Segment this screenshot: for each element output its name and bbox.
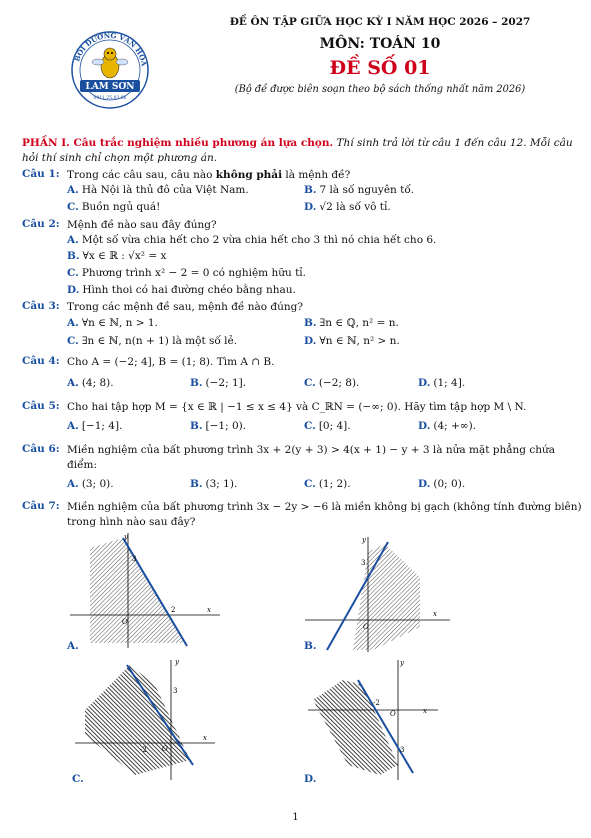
option-text: ∀n ∈ ℕ, n > 1.: [81, 317, 158, 329]
q6-option-b[interactable]: [190, 478, 237, 490]
q1-option-a[interactable]: [67, 184, 249, 196]
option-text: (1; 4].: [433, 377, 466, 389]
option-text: (4; 8).: [81, 377, 114, 389]
part1-note: Thí sinh trả lời từ câu 1 đến câu 12. Mỗi câu hỏi thí sinh chỉ chọn một phương án.: [22, 137, 573, 164]
option-letter: A.: [67, 317, 79, 329]
subject-title: MÔN: TOÁN 10: [319, 36, 441, 52]
svg-text:2: 2: [171, 606, 176, 614]
option-letter: A.: [67, 377, 79, 389]
part1-title: PHẦN I. Câu trắc nghiệm nhiều phương án lựa chọn.: [22, 137, 334, 149]
option-text: (3; 1).: [205, 478, 238, 490]
q6-option-a[interactable]: [67, 478, 114, 490]
q3-option-a[interactable]: [67, 317, 158, 329]
option-letter: D.: [418, 420, 431, 432]
option-letter: A.: [67, 184, 79, 196]
option-text: [0; 4].: [318, 420, 351, 432]
svg-text:3: 3: [132, 555, 137, 563]
option-letter: B.: [304, 317, 317, 329]
svg-text:x: x: [423, 707, 427, 715]
option-text: Hà Nội là thủ đô của Việt Nam.: [81, 184, 249, 196]
svg-text:x: x: [433, 610, 437, 618]
exam-title: ĐỀ ÔN TẬP GIỮA HỌC KỲ I NĂM HỌC 2026 – 2027: [229, 16, 531, 28]
q5-option-a[interactable]: [67, 420, 122, 432]
q6-option-d[interactable]: [418, 478, 465, 490]
svg-text:O: O: [162, 745, 168, 753]
graph-d-label[interactable]: D.: [304, 773, 317, 785]
q3-option-d[interactable]: [304, 335, 400, 347]
q2-option-b[interactable]: [67, 250, 166, 262]
exam-number: ĐỀ SỐ 01: [329, 57, 431, 79]
option-letter: D.: [418, 478, 431, 490]
q5-option-b[interactable]: [190, 420, 246, 432]
q4-option-d[interactable]: [418, 377, 465, 389]
option-text: (4; +∞).: [433, 420, 477, 432]
option-text: Phương trình x² − 2 = 0 có nghiệm hữu tỉ.: [81, 267, 306, 279]
q3-option-c[interactable]: [67, 335, 237, 347]
svg-text:y: y: [175, 658, 179, 666]
option-text: Một số vừa chia hết cho 2 vừa chia hết cho 3 thì nó chia hết cho 6.: [81, 234, 437, 246]
option-text: Buồn ngủ quá!: [81, 201, 161, 213]
option-letter: D.: [304, 335, 317, 347]
exam-subtitle: (Bộ đề được biên soạn theo bộ sách thống nhất năm 2026): [234, 84, 526, 95]
option-letter: C.: [67, 267, 79, 279]
graph-b-label[interactable]: B.: [304, 640, 317, 652]
graph-b: [305, 532, 465, 657]
option-letter: B.: [190, 420, 203, 432]
svg-text:3: 3: [400, 746, 405, 754]
option-letter: C.: [67, 201, 79, 213]
option-text: (−2; 1].: [205, 377, 247, 389]
option-letter: C.: [304, 420, 316, 432]
graph-a: [70, 528, 230, 653]
option-text: (3; 0).: [81, 478, 114, 490]
option-letter: A.: [67, 234, 79, 246]
q4-option-b[interactable]: [190, 377, 246, 389]
svg-text:O: O: [390, 710, 396, 718]
q2-option-a[interactable]: [67, 234, 436, 246]
option-text: ∀x ∈ ℝ : √x² = x: [82, 250, 167, 262]
logo-name: LAM SƠN: [85, 82, 135, 92]
q3-option-b[interactable]: [304, 317, 399, 329]
svg-text:3: 3: [173, 687, 178, 695]
svg-text:x: x: [207, 606, 211, 614]
q2-option-c[interactable]: [67, 267, 306, 279]
logo-ring-text: BỒI DƯỠNG VĂN HÓA: [72, 30, 149, 67]
svg-text:y: y: [400, 659, 404, 667]
option-text: ∃n ∈ ℚ, n² = n.: [319, 317, 399, 329]
svg-text:y: y: [362, 536, 366, 544]
q5-option-d[interactable]: [418, 420, 476, 432]
svg-text:y: y: [124, 533, 128, 541]
option-text: (−2; 8).: [318, 377, 360, 389]
q4-option-a[interactable]: [67, 377, 114, 389]
option-letter: C.: [304, 478, 316, 490]
part1-heading: [22, 136, 577, 166]
svg-text:O: O: [363, 623, 369, 631]
option-letter: D.: [304, 201, 317, 213]
graph-a-label[interactable]: A.: [67, 640, 79, 652]
option-letter: C.: [304, 377, 316, 389]
school-logo: [60, 30, 160, 110]
option-text: ∃n ∈ ℕ, n(n + 1) là một số lẻ.: [81, 335, 238, 347]
q6-option-c[interactable]: [304, 478, 351, 490]
svg-text:-2: -2: [373, 699, 380, 707]
option-letter: B.: [67, 250, 80, 262]
option-text: Hình thoi có hai đường chéo bằng nhau.: [82, 284, 296, 296]
option-letter: A.: [67, 478, 79, 490]
q1-option-d[interactable]: [304, 201, 391, 213]
option-letter: B.: [190, 377, 203, 389]
q1-option-b[interactable]: [304, 184, 414, 196]
svg-text:x: x: [203, 734, 207, 742]
option-text: (0; 0).: [433, 478, 466, 490]
graph-c-label[interactable]: C.: [72, 773, 84, 785]
q4-option-c[interactable]: [304, 377, 359, 389]
logo-phone: 0911.25.03.66: [93, 96, 127, 101]
option-text: √2 là số vô tỉ.: [319, 201, 391, 213]
page-number: 1: [292, 812, 299, 823]
option-letter: B.: [304, 184, 317, 196]
q5-option-c[interactable]: [304, 420, 351, 432]
option-letter: D.: [418, 377, 431, 389]
option-letter: B.: [190, 478, 203, 490]
option-text: 7 là số nguyên tố.: [319, 184, 415, 196]
svg-text:3: 3: [361, 559, 366, 567]
graph-d: [308, 655, 458, 780]
option-text: [−1; 4].: [81, 420, 123, 432]
option-letter: D.: [67, 284, 80, 296]
option-letter: A.: [67, 420, 79, 432]
option-text: ∀n ∈ ℕ, n² > n.: [319, 335, 400, 347]
svg-text:-2: -2: [140, 746, 147, 754]
q2-option-d[interactable]: [67, 284, 296, 296]
option-text: (1; 2).: [318, 478, 351, 490]
svg-text:O: O: [122, 618, 128, 626]
option-letter: C.: [67, 335, 79, 347]
option-text: [−1; 0).: [205, 420, 247, 432]
q1-option-c[interactable]: [67, 201, 160, 213]
graph-c: [75, 655, 225, 780]
